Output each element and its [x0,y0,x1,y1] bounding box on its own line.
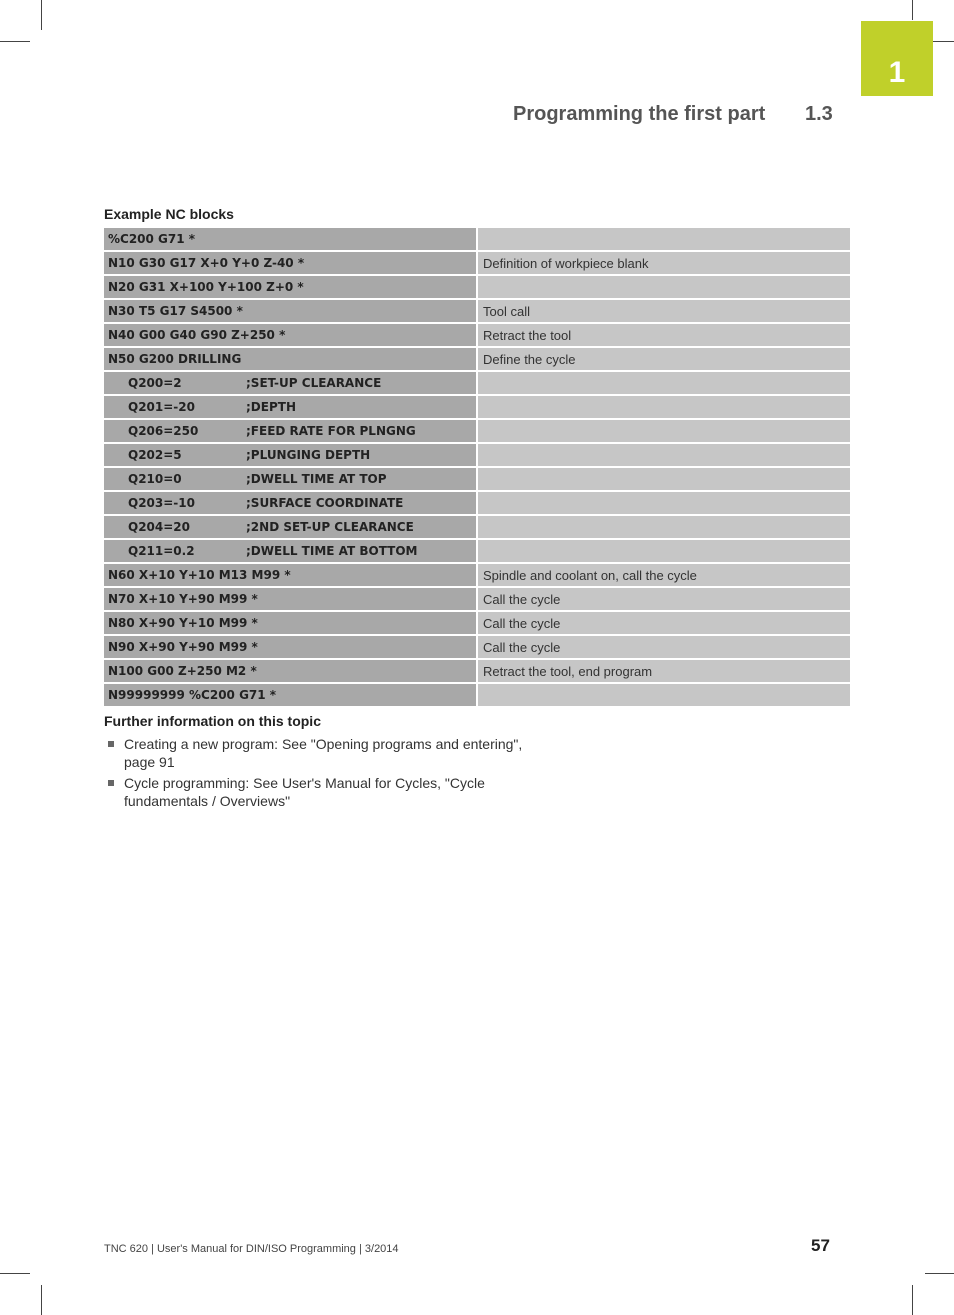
nc-code: N60 X+10 Y+10 M13 M99 * [104,564,476,586]
nc-row [104,516,850,538]
nc-description [478,276,850,298]
nc-description [478,516,850,538]
nc-description [478,444,850,466]
nc-code: N30 T5 G17 S4500 * [104,300,476,322]
nc-description [478,372,850,394]
nc-row [104,348,850,370]
nc-description [478,492,850,514]
nc-row [104,324,850,346]
crop-mark [0,1273,30,1274]
nc-code: N70 X+10 Y+90 M99 * [104,588,476,610]
list-item [104,775,544,810]
nc-row [104,492,850,514]
cycle-param: Q206=250 [128,424,199,438]
cycle-param: Q204=20 [128,520,191,534]
square-bullet-icon [108,741,114,747]
example-title: Example NC blocks [104,206,234,222]
crop-mark [41,1285,42,1315]
list-item-text: Cycle programming: See User's Manual for Cycles, "Cycle fundamentals / Overviews" [124,775,485,809]
nc-code: N99999999 %C200 G71 * [104,684,476,706]
nc-row [104,564,850,586]
nc-row [104,588,850,610]
nc-description: Retract the tool [478,324,850,346]
chapter-tab [861,21,933,96]
nc-description [478,228,850,250]
nc-row [104,276,850,298]
cycle-param-comment: ;DWELL TIME AT TOP [246,472,387,486]
nc-code: N100 G00 Z+250 M2 * [104,660,476,682]
nc-code: N40 G00 G40 G90 Z+250 * [104,324,476,346]
nc-row [104,636,850,658]
nc-description: Call the cycle [478,588,850,610]
nc-code [104,540,476,562]
nc-code: N90 X+90 Y+90 M99 * [104,636,476,658]
cycle-param: Q203=-10 [128,496,195,510]
cycle-param: Q201=-20 [128,400,195,414]
nc-row [104,444,850,466]
nc-description: Definition of workpiece blank [478,252,850,274]
cycle-param-comment: ;FEED RATE FOR PLNGNG [246,424,416,438]
square-bullet-icon [108,780,114,786]
nc-code [104,516,476,538]
section-number: 1.3 [805,103,833,125]
nc-blocks-table [104,228,850,708]
nc-row [104,660,850,682]
cycle-param: Q202=5 [128,448,182,462]
cycle-param: Q211=0.2 [128,544,195,558]
nc-row [104,420,850,442]
footer-text: TNC 620 | User's Manual for DIN/ISO Programming | 3/2014 [104,1243,399,1255]
nc-row [104,300,850,322]
nc-description [478,396,850,418]
nc-row [104,468,850,490]
nc-description: Retract the tool, end program [478,660,850,682]
nc-description [478,468,850,490]
section-title: Programming the first part [513,103,766,125]
nc-code: N50 G200 DRILLING [104,348,476,370]
cycle-param-comment: ;SURFACE COORDINATE [246,496,404,510]
cycle-param-comment: ;PLUNGING DEPTH [246,448,371,462]
cycle-param: Q210=0 [128,472,182,486]
crop-mark [912,0,913,20]
nc-code [104,492,476,514]
cycle-param-comment: ;DWELL TIME AT BOTTOM [246,544,418,558]
nc-description: Tool call [478,300,850,322]
nc-description: Call the cycle [478,612,850,634]
crop-mark [0,41,30,42]
nc-code [104,420,476,442]
nc-row [104,396,850,418]
nc-description: Spindle and coolant on, call the cycle [478,564,850,586]
nc-code [104,396,476,418]
nc-row [104,684,850,706]
nc-code [104,444,476,466]
nc-code: %C200 G71 * [104,228,476,250]
cycle-param: Q200=2 [128,376,182,390]
nc-description: Call the cycle [478,636,850,658]
nc-row [104,540,850,562]
list-item [104,736,544,771]
nc-row [104,228,850,250]
cycle-param-comment: ;SET-UP CLEARANCE [246,376,382,390]
crop-mark [925,1273,954,1274]
nc-code [104,372,476,394]
nc-code: N20 G31 X+100 Y+100 Z+0 * [104,276,476,298]
nc-row [104,612,850,634]
cycle-param-comment: ;2ND SET-UP CLEARANCE [246,520,414,534]
crop-mark [912,1285,913,1315]
nc-description [478,540,850,562]
nc-row [104,252,850,274]
page-number: 57 [811,1236,830,1255]
list-item-text: Creating a new program: See "Opening programs and entering", page 91 [124,736,523,770]
nc-code: N10 G30 G17 X+0 Y+0 Z-40 * [104,252,476,274]
nc-description: Define the cycle [478,348,850,370]
nc-description [478,420,850,442]
further-info-title: Further information on this topic [104,713,321,729]
nc-description [478,684,850,706]
further-info-list [104,736,544,814]
nc-row [104,372,850,394]
cycle-param-comment: ;DEPTH [246,400,296,414]
nc-code [104,468,476,490]
chapter-number: 1 [888,56,906,89]
crop-mark [41,0,42,30]
nc-code: N80 X+90 Y+10 M99 * [104,612,476,634]
